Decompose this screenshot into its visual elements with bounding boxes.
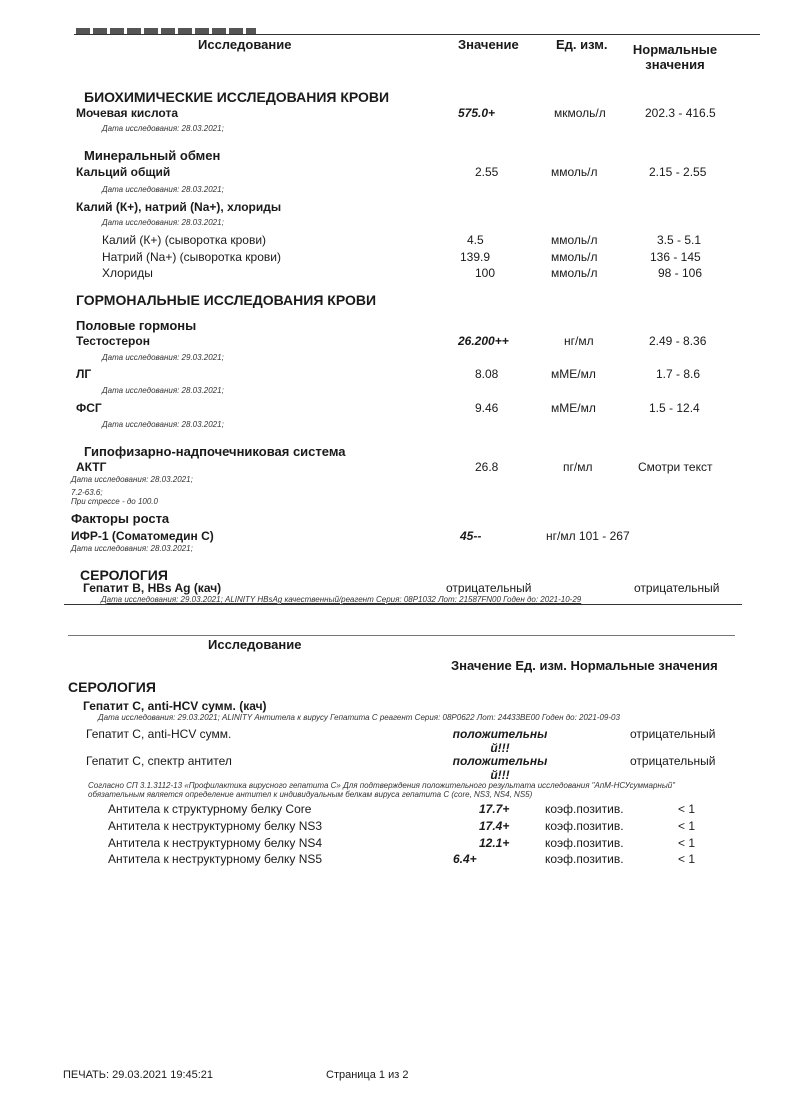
col-header-rest-p2: Значение Ед. изм. Нормальные значения (451, 658, 718, 673)
test-name: Антитела к неструктурному белку NS5 (108, 852, 323, 866)
test-value: 6.4+ (453, 852, 477, 866)
test-note-range: 7.2-63.6; (71, 488, 103, 497)
test-unit: пг/мл (563, 460, 593, 474)
print-timestamp: ПЕЧАТЬ: 29.03.2021 19:45:21 (63, 1069, 214, 1081)
subsection-title-sex-hormones: Половые гормоны (76, 318, 197, 333)
subsection-title-pituitary: Гипофизарно-надпочечниковая система (84, 444, 346, 459)
test-name: ИФР-1 (Соматомедин С) (71, 529, 214, 543)
test-value: 139.9 (460, 250, 491, 264)
test-name: Кальций общий (76, 165, 171, 179)
test-name: Гепатит В, HBs Ag (кач) (83, 581, 222, 595)
test-value-line2: й!!! (490, 741, 510, 755)
test-unit: ммоль/л (551, 266, 598, 280)
test-name: Антитела к неструктурному белку NS3 (108, 819, 323, 833)
group-name: Калий (К+), натрий (Na+), хлориды (76, 200, 282, 214)
test-note-stress: При стрессе - до 100.0 (71, 497, 158, 506)
page2-top-rule (68, 635, 735, 636)
col-header-study-p2: Исследование (208, 637, 302, 652)
test-name: Мочевая кислота (76, 106, 178, 120)
col-header-norm-line2: значения (645, 57, 705, 72)
subsection-title-growth: Факторы роста (71, 511, 170, 526)
test-unit: коэф.позитив. (545, 852, 624, 866)
test-unit-norm: нг/мл 101 - 267 (546, 529, 630, 543)
test-name: ЛГ (76, 367, 92, 381)
test-value: 26.200++ (458, 334, 509, 348)
test-value: 575.0+ (458, 106, 496, 120)
test-value: 9.46 (475, 401, 499, 415)
section-title-serology-p2: СЕРОЛОГИЯ (68, 679, 156, 695)
test-name: Хлориды (102, 266, 153, 280)
test-norm: 136 - 145 (650, 250, 701, 264)
test-norm: 202.3 - 416.5 (645, 106, 716, 120)
test-unit: мМЕ/мл (551, 401, 596, 415)
test-norm: 3.5 - 5.1 (657, 233, 702, 247)
test-norm: отрицательный (634, 581, 720, 595)
section-title-serology: СЕРОЛОГИЯ (80, 567, 168, 583)
test-name: АКТГ (76, 460, 107, 474)
test-norm: отрицательный (630, 727, 716, 741)
test-value: 17.4+ (479, 819, 510, 833)
section-title-biochem: БИОХИМИЧЕСКИЕ ИССЛЕДОВАНИЯ КРОВИ (84, 89, 390, 105)
test-norm: 98 - 106 (658, 266, 703, 280)
test-name: ФСГ (76, 401, 102, 415)
test-unit: ммоль/л (551, 165, 598, 179)
test-date: Дата исследования: 28.03.2021; (71, 475, 193, 484)
test-name: Натрий (Na+) (сыворотка крови) (102, 250, 281, 264)
page-number: Страница 1 из 2 (326, 1069, 409, 1081)
test-value-line1: положительны (452, 754, 548, 768)
test-value: 4.5 (467, 233, 484, 247)
test-value: отрицательный (446, 581, 532, 595)
subsection-title-mineral: Минеральный обмен (84, 148, 221, 163)
test-name: Антитела к структурному белку Core (108, 802, 312, 816)
test-norm: Смотри текст (638, 460, 713, 474)
col-header-study: Исследование (198, 37, 292, 52)
page1-bottom-rule (64, 604, 742, 605)
test-date: Дата исследования: 29.03.2021; ALINITY HBsAg качественный/реагент Серия: 08P1032 Лот: 21587FN00 Годен до: 2021-10-29 (101, 595, 582, 604)
col-header-value: Значение (458, 37, 519, 52)
test-date: Дата исследования: 28.03.2021; (102, 420, 224, 429)
test-value-line1: положительны (452, 727, 548, 741)
test-norm: < 1 (678, 852, 696, 866)
test-unit: нг/мл (564, 334, 594, 348)
col-header-norm (630, 42, 720, 72)
test-norm: < 1 (678, 802, 696, 816)
test-value (440, 727, 560, 755)
test-value (440, 754, 560, 782)
col-header-unit: Ед. изм. (556, 37, 608, 52)
test-norm: 1.5 - 12.4 (649, 401, 700, 415)
test-unit: мМЕ/мл (551, 367, 596, 381)
test-unit: коэф.позитив. (545, 819, 624, 833)
test-date-hcv: Дата исследования: 29.03.2021; ALINITY Антитела к вирусу Гепатита С реагент Серия: 08P0622 Лот: 24433BE00 Годен до: 2021-09-03 (98, 713, 620, 722)
test-date: Дата исследования: 28.03.2021; (71, 544, 193, 553)
test-name: Калий (К+) (сыворотка крови) (102, 233, 267, 247)
test-value: 2.55 (475, 165, 499, 179)
test-unit: коэф.позитив. (545, 836, 624, 850)
test-norm: 2.49 - 8.36 (649, 334, 707, 348)
test-norm: 2.15 - 2.55 (649, 165, 707, 179)
test-date: Дата исследования: 28.03.2021; (102, 386, 224, 395)
test-name-hcv: Гепатит С, anti-HCV сумм. (кач) (83, 699, 267, 713)
test-name: Гепатит С, anti-HCV сумм. (86, 727, 232, 741)
test-name: Тестостерон (76, 334, 150, 348)
test-date: Дата исследования: 28.03.2021; (102, 124, 224, 133)
test-value: 12.1+ (479, 836, 510, 850)
test-value: 8.08 (475, 367, 499, 381)
test-name: Гепатит С, спектр антител (86, 754, 232, 768)
test-value: 45-- (460, 529, 482, 543)
test-norm: 1.7 - 8.6 (656, 367, 701, 381)
section-title-hormones: ГОРМОНАЛЬНЫЕ ИССЛЕДОВАНИЯ КРОВИ (76, 292, 377, 308)
test-value: 26.8 (475, 460, 499, 474)
test-norm: < 1 (678, 836, 696, 850)
test-norm: < 1 (678, 819, 696, 833)
test-date: Дата исследования: 28.03.2021; (102, 185, 224, 194)
test-unit: ммоль/л (551, 250, 598, 264)
hcv-note-line1: Согласно СП 3.1.3112-13 «Профилактика вирусного гепатита С» Для подтверждения положительного результата исследования "АпМ-НСУсуммарный" (88, 781, 675, 790)
test-value: 17.7+ (479, 802, 510, 816)
test-unit: ммоль/л (551, 233, 598, 247)
test-unit: мкмоль/л (554, 106, 606, 120)
test-name: Антитела к неструктурному белку NS4 (108, 836, 323, 850)
col-header-norm-line1: Нормальные (632, 42, 718, 57)
hcv-note-line2: обязательным является определение антител к индивидуальным белкам вируса гепатита С (core, NS3, NS4, NS5) (88, 790, 533, 799)
test-value: 100 (475, 266, 496, 280)
test-date: Дата исследования: 29.03.2021; (102, 353, 224, 362)
test-unit: коэф.позитив. (545, 802, 624, 816)
test-value-line2: й!!! (490, 768, 510, 782)
test-norm: отрицательный (630, 754, 716, 768)
top-rule (74, 34, 760, 35)
group-date: Дата исследования: 28.03.2021; (102, 218, 224, 227)
